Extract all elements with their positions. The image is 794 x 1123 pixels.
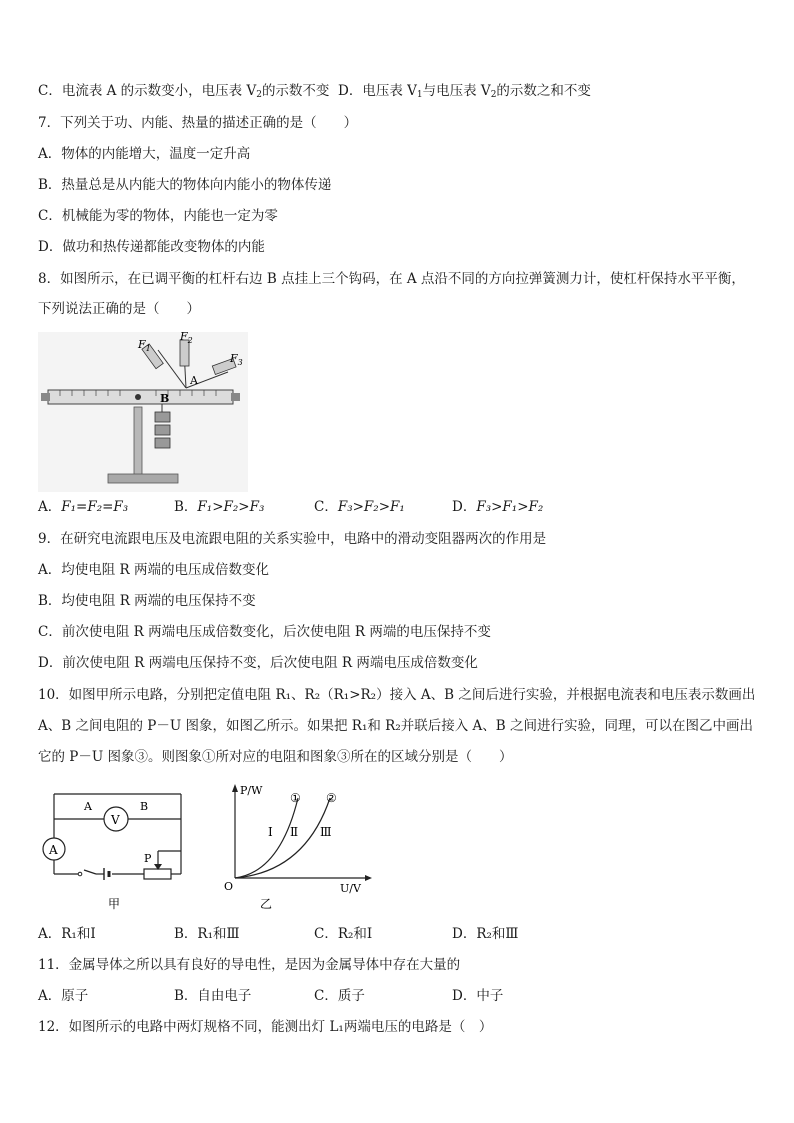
- q10-stem-line2: A、B 之间电阻的 P－U 图象，如图乙所示。如果把 R₁和 R₂并联后接入 A、B 之间进行实验，同理，可以在图乙中画出: [38, 718, 753, 734]
- q9-option-c: C．前次使电阻 R 两端电压成倍数变化，后次使电阻 R 两端的电压保持不变: [38, 624, 491, 640]
- graph-caption: 乙: [260, 897, 273, 911]
- q11-stem: 11．金属导体之所以具有良好的导电性，是因为金属导体中存在大量的: [38, 957, 461, 973]
- q8-option-a: A．F₁=F₂=F₃: [38, 499, 129, 515]
- q8-option-d: D．F₃>F₁>F₂: [452, 499, 544, 515]
- point-a-label: A: [190, 374, 198, 387]
- q6-option-d: D．电压表 $V_1$与电压表 $V_2$的示数之和不变: [338, 83, 591, 100]
- q10-stem-line1: 10．如图甲所示电路，分别把定值电阻 R₁、R₂（R₁>R₂）接入 A、B 之间后进行实验，并根据电流表和电压表示数画出: [38, 687, 756, 703]
- curve-1-label: ①: [290, 791, 301, 805]
- q10-option-a: A．R₁和Ⅰ: [38, 926, 96, 942]
- q11-option-d: D．中子: [452, 988, 504, 1004]
- circuit-caption: 甲: [108, 897, 121, 911]
- q11-option-c: C．质子: [314, 988, 365, 1004]
- q8-option-b: B．F₁>F₂>F₃: [174, 499, 265, 515]
- q9-stem: 9．在研究电流跟电压及电流跟电阻的关系实验中，电路中的滑动变阻器两次的作用是: [38, 531, 547, 547]
- lever-figure: [38, 332, 248, 492]
- q7-option-a: A．物体的内能增大，温度一定升高: [38, 146, 251, 162]
- q8-stem-line1: 8．如图所示，在已调平衡的杠杆右边 B 点挂上三个钩码，在 A 点沿不同的方向拉弹簧测力计，使杠杆保持水平平衡，: [38, 271, 745, 287]
- f3-label: $F_3$: [230, 352, 243, 367]
- q9-option-b: B．均使电阻 R 两端的电压保持不变: [38, 593, 256, 609]
- q8-stem-line2: 下列说法正确的是（ ）: [38, 301, 200, 317]
- q8-option-c: C．F₃>F₂>F₁: [314, 499, 405, 515]
- q9-option-a: A．均使电阻 R 两端的电压成倍数变化: [38, 562, 269, 578]
- slider-p-label: P: [144, 852, 152, 865]
- q10-stem-line3: 它的 P－U 图象③。则图象①所对应的电阻和图象③所在的区域分别是（ ）: [38, 749, 513, 765]
- y-axis-label: P/W: [240, 784, 263, 797]
- node-a-label: A: [84, 800, 92, 813]
- q6-options-line: [38, 82, 591, 104]
- point-b-label: B: [160, 392, 170, 405]
- q7-option-c: C．机械能为零的物体，内能也一定为零: [38, 208, 278, 224]
- x-axis-label: U/V: [340, 882, 361, 895]
- q7-stem: 7．下列关于功、内能、热量的描述正确的是（ ）: [38, 115, 358, 131]
- ammeter-label: A: [49, 843, 58, 857]
- q7-option-d: D．做功和热传递都能改变物体的内能: [38, 239, 265, 255]
- q11-option-b: B．自由电子: [174, 988, 252, 1004]
- q6-option-c: C．电流表 A 的示数变小，电压表 $V_2$的示数不变: [38, 83, 330, 100]
- node-b-label: B: [140, 800, 149, 813]
- f2-label: $F_2$: [180, 332, 193, 345]
- origin-label: O: [224, 880, 234, 893]
- q11-option-a: A．原子: [38, 988, 89, 1004]
- f1-label: $F_1$: [138, 338, 151, 353]
- region-1-label: Ⅰ: [268, 825, 273, 839]
- q10-option-c: C．R₂和Ⅰ: [314, 926, 373, 942]
- q10-option-b: B．R₁和Ⅲ: [174, 926, 240, 942]
- q9-option-d: D．前次使电阻 R 两端电压保持不变，后次使电阻 R 两端电压成倍数变化: [38, 655, 478, 671]
- q7-option-b: B．热量总是从内能大的物体向内能小的物体传递: [38, 177, 332, 193]
- curve-2-label: ②: [326, 791, 337, 805]
- region-2-label: Ⅱ: [290, 825, 299, 839]
- pu-graph: [220, 780, 380, 915]
- region-3-label: Ⅲ: [320, 825, 332, 839]
- voltmeter-label: V: [111, 813, 120, 827]
- q10-option-d: D．R₂和Ⅲ: [452, 926, 519, 942]
- q12-stem: 12．如图所示的电路中两灯规格不同，能测出灯 L₁两端电压的电路是（ ）: [38, 1019, 493, 1035]
- circuit-figure: [36, 786, 186, 916]
